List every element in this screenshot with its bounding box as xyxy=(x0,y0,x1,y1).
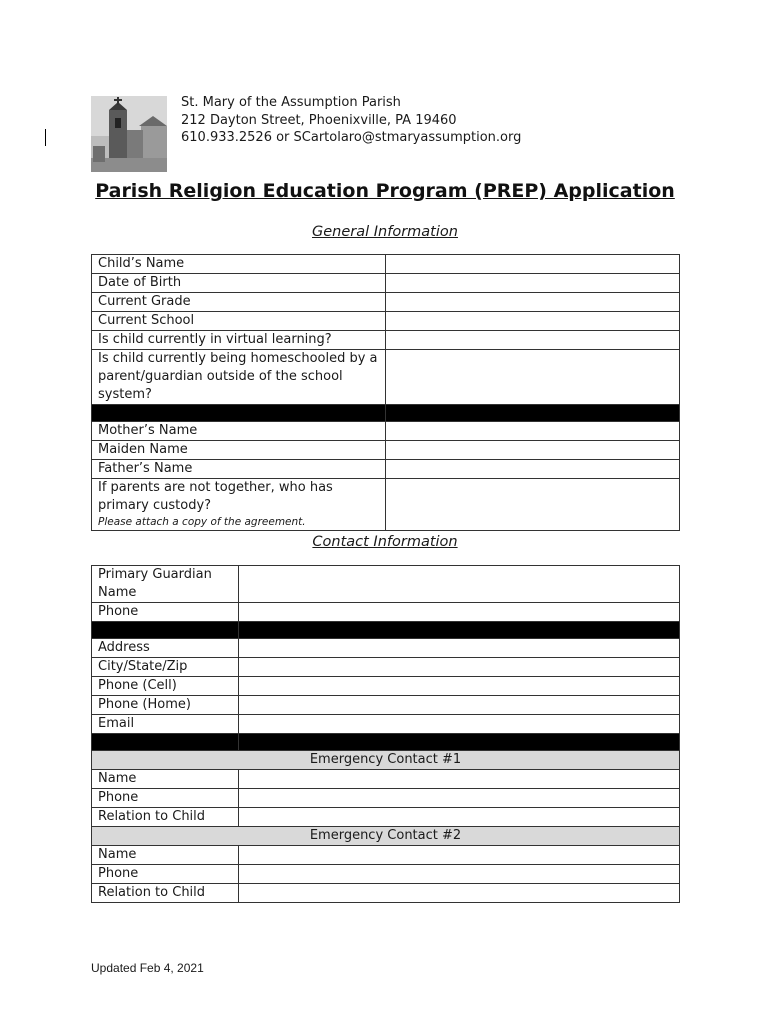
field-label: Current Grade xyxy=(92,293,386,312)
parish-name: St. Mary of the Assumption Parish xyxy=(181,95,401,110)
table-row xyxy=(92,865,680,884)
date-of-birth-field[interactable] xyxy=(385,274,679,293)
table-row xyxy=(92,441,680,460)
field-label: Is child currently being homeschooled by a parent/guardian outside of the school system? xyxy=(92,350,386,405)
field-label: Relation to Child xyxy=(92,808,239,827)
divider-row xyxy=(92,405,680,422)
divider-row xyxy=(92,622,680,639)
parish-contact: 610.933.2526 or SCartolaro@stmaryassumption.org xyxy=(181,130,522,145)
table-row xyxy=(92,639,680,658)
field-label: Name xyxy=(92,770,239,789)
table-row xyxy=(92,422,680,441)
divider-row xyxy=(92,734,680,751)
general-info-table xyxy=(91,254,680,531)
parish-address: 212 Dayton Street, Phoenixville, PA 19460 xyxy=(181,112,457,128)
table-row xyxy=(92,293,680,312)
page-title: Parish Religion Education Program (PREP) Application xyxy=(95,180,675,202)
current-school-field[interactable] xyxy=(385,312,679,331)
emergency1-name-field[interactable] xyxy=(238,770,679,789)
maiden-name-field[interactable] xyxy=(385,441,679,460)
custody-label-cell xyxy=(92,479,386,531)
email-field[interactable] xyxy=(238,715,679,734)
emergency2-phone-field[interactable] xyxy=(238,865,679,884)
field-label: Name xyxy=(92,846,239,865)
contact-info-heading: Contact Information xyxy=(312,534,458,550)
table-row xyxy=(92,677,680,696)
virtual-learning-field[interactable] xyxy=(385,331,679,350)
church-photo xyxy=(91,96,167,172)
field-label: Father’s Name xyxy=(92,460,386,479)
field-label: Is child currently in virtual learning? xyxy=(92,331,386,350)
table-row xyxy=(92,274,680,293)
table-row xyxy=(92,770,680,789)
field-label: Mother’s Name xyxy=(92,422,386,441)
table-row xyxy=(92,566,680,603)
field-label: City/State/Zip xyxy=(92,658,239,677)
address-field[interactable] xyxy=(238,639,679,658)
general-info-heading: General Information xyxy=(312,224,458,240)
field-label: Phone xyxy=(92,789,239,808)
section-header-row xyxy=(92,827,680,846)
childs-name-field[interactable] xyxy=(385,255,679,274)
custody-field[interactable] xyxy=(385,479,679,531)
contact-info-table xyxy=(91,565,680,903)
text-cursor xyxy=(45,129,46,146)
cell-phone-field[interactable] xyxy=(238,677,679,696)
field-label: Relation to Child xyxy=(92,884,239,903)
table-row xyxy=(92,603,680,622)
homeschooled-field[interactable] xyxy=(385,350,679,405)
field-label: Address xyxy=(92,639,239,658)
table-row xyxy=(92,350,680,405)
fathers-name-field[interactable] xyxy=(385,460,679,479)
table-row xyxy=(92,696,680,715)
field-label: Maiden Name xyxy=(92,441,386,460)
table-row xyxy=(92,846,680,865)
field-label: Phone (Home) xyxy=(92,696,239,715)
emergency-contact-2-heading: Emergency Contact #2 xyxy=(92,827,680,846)
custody-note: Please attach a copy of the agreement. xyxy=(98,516,306,528)
guardian-phone-field[interactable] xyxy=(238,603,679,622)
city-state-zip-field[interactable] xyxy=(238,658,679,677)
guardian-name-field[interactable] xyxy=(238,566,679,603)
emergency-contact-1-heading: Emergency Contact #1 xyxy=(92,751,680,770)
field-label: Phone (Cell) xyxy=(92,677,239,696)
parish-header xyxy=(181,94,521,147)
field-label: Date of Birth xyxy=(92,274,386,293)
field-label: Primary Guardian Name xyxy=(92,566,239,603)
section-header-row xyxy=(92,751,680,770)
emergency2-name-field[interactable] xyxy=(238,846,679,865)
table-row xyxy=(92,479,680,531)
field-label: Current School xyxy=(92,312,386,331)
home-phone-field[interactable] xyxy=(238,696,679,715)
table-row xyxy=(92,789,680,808)
table-row xyxy=(92,312,680,331)
table-row xyxy=(92,715,680,734)
emergency1-relation-field[interactable] xyxy=(238,808,679,827)
table-row xyxy=(92,255,680,274)
table-row xyxy=(92,658,680,677)
mothers-name-field[interactable] xyxy=(385,422,679,441)
table-row xyxy=(92,884,680,903)
current-grade-field[interactable] xyxy=(385,293,679,312)
emergency1-phone-field[interactable] xyxy=(238,789,679,808)
table-row xyxy=(92,331,680,350)
field-label: Phone xyxy=(92,603,239,622)
field-label: Email xyxy=(92,715,239,734)
updated-date: Updated Feb 4, 2021 xyxy=(91,961,204,975)
table-row xyxy=(92,460,680,479)
field-label: Phone xyxy=(92,865,239,884)
emergency2-relation-field[interactable] xyxy=(238,884,679,903)
table-row xyxy=(92,808,680,827)
field-label: Child’s Name xyxy=(92,255,386,274)
field-label: If parents are not together, who has primary custody? xyxy=(98,480,333,513)
